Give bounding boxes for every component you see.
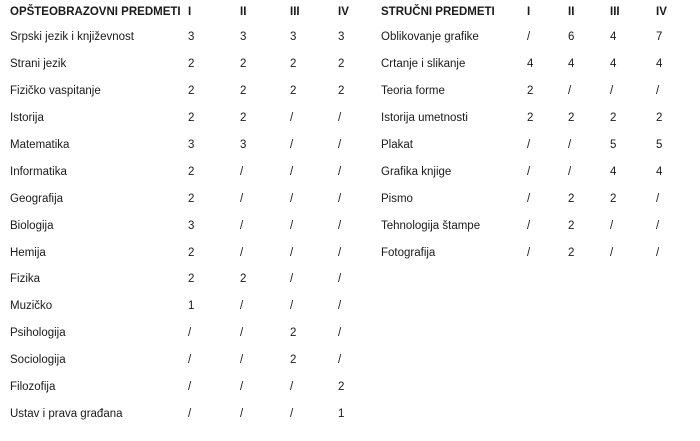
grade-4-hours: / — [656, 192, 660, 205]
grade-1-hours: / — [527, 165, 531, 178]
grade-4-hours: / — [338, 300, 342, 313]
subject-name: Psihologija — [10, 327, 66, 340]
grade-3-hours: 3 — [290, 31, 297, 44]
grade-4-hours: 5 — [656, 139, 663, 151]
grade-4-hours: 4 — [656, 58, 663, 71]
subject-name: Fizičko vaspitanje — [10, 85, 101, 98]
table-row — [10, 239, 378, 266]
grade-4-hours: 1 — [338, 407, 345, 420]
grade-1-hours: / — [188, 354, 192, 367]
grade-header-2: II — [240, 6, 247, 18]
grade-3-hours: 2 — [610, 112, 617, 125]
grade-header-1: I — [527, 6, 531, 18]
grade-2-hours: 2 — [568, 192, 575, 205]
grade-1-hours: 2 — [188, 85, 195, 98]
grade-1-hours: 2 — [188, 192, 195, 205]
grade-2-hours: / — [240, 354, 244, 367]
grade-1-hours: 2 — [188, 273, 195, 286]
table-row — [10, 132, 378, 159]
table-row — [10, 347, 378, 374]
subject-name: Fizika — [10, 273, 41, 286]
table-row — [10, 185, 378, 212]
grade-4-hours: / — [338, 192, 342, 205]
grade-4-hours: 2 — [338, 381, 345, 394]
grade-1-hours: 3 — [188, 31, 195, 44]
subject-name: Istorija — [10, 112, 44, 125]
subject-name: Oblikovanje grafike — [381, 31, 479, 44]
grade-3-hours: 2 — [610, 192, 617, 205]
grade-header-4: IV — [338, 6, 349, 18]
grade-3-hours: / — [290, 273, 294, 286]
grade-4-hours: / — [338, 354, 342, 367]
grade-header-2: II — [568, 6, 575, 18]
grade-4-hours: / — [338, 327, 342, 340]
grade-4-hours: / — [656, 219, 660, 232]
header-row — [381, 0, 696, 24]
subject-name: Filozofija — [10, 381, 56, 394]
grade-3-hours: 2 — [290, 85, 297, 98]
grade-header-4: IV — [656, 6, 667, 18]
grade-1-hours: 2 — [527, 112, 534, 125]
grade-4-hours: / — [338, 246, 342, 259]
table-row — [10, 293, 378, 320]
grade-1-hours: 1 — [188, 300, 195, 313]
grade-2-hours: / — [240, 165, 244, 178]
grade-1-hours: / — [527, 246, 531, 259]
grade-1-hours: / — [527, 31, 531, 44]
grade-3-hours: / — [290, 246, 294, 259]
subject-name: Plakat — [381, 139, 413, 151]
subject-name: Crtanje i slikanje — [381, 58, 466, 71]
table-row — [10, 212, 378, 239]
grade-1-hours: 2 — [188, 165, 195, 178]
table-row — [381, 132, 696, 159]
grade-header-1: I — [188, 6, 192, 18]
table-row — [10, 374, 378, 401]
grade-3-hours: / — [610, 219, 614, 232]
grade-1-hours: / — [188, 381, 192, 394]
subject-name: Geografija — [10, 192, 64, 205]
general-subjects-header — [10, 0, 378, 24]
grade-header-3: III — [610, 6, 620, 18]
grade-2-hours: / — [568, 139, 572, 151]
grade-4-hours: / — [338, 139, 342, 151]
grade-1-hours: / — [527, 219, 531, 232]
table-row — [381, 239, 696, 266]
grade-3-hours: / — [290, 165, 294, 178]
grade-4-hours: / — [656, 246, 660, 259]
subject-name: Srpski jezik i književnost — [10, 31, 134, 44]
grade-1-hours: 3 — [188, 139, 195, 151]
grade-1-hours: / — [188, 407, 192, 420]
grade-2-hours: 6 — [568, 31, 575, 44]
grade-2-hours: / — [240, 407, 244, 420]
grade-1-hours: 3 — [188, 219, 195, 232]
table-row — [381, 51, 696, 78]
grade-4-hours: / — [338, 273, 342, 286]
grade-4-hours: / — [338, 112, 342, 125]
grade-2-hours: / — [240, 381, 244, 394]
grade-1-hours: 2 — [188, 112, 195, 125]
subject-name: Biologija — [10, 219, 54, 232]
grade-header-3: III — [290, 6, 300, 18]
grade-3-hours: / — [290, 407, 294, 420]
grade-4-hours: 7 — [656, 31, 663, 44]
grade-1-hours: 4 — [527, 58, 534, 71]
grade-2-hours: / — [240, 300, 244, 313]
grade-4-hours: / — [338, 219, 342, 232]
vocational-subjects-body — [381, 24, 696, 266]
subject-name: Teoria forme — [381, 85, 445, 98]
table-row — [10, 400, 378, 427]
grade-3-hours: / — [610, 246, 614, 259]
general-subjects-body — [10, 24, 378, 427]
table-row — [381, 105, 696, 132]
subject-name: Ustav i prava građana — [10, 407, 123, 420]
grade-2-hours: 2 — [568, 246, 575, 259]
vocational-subjects-table — [381, 0, 696, 266]
grade-2-hours: 2 — [240, 85, 247, 98]
grade-3-hours: 4 — [610, 58, 617, 71]
vocational-subjects-header — [381, 0, 696, 24]
table-row — [10, 51, 378, 78]
grade-3-hours: 5 — [610, 139, 617, 151]
table-row — [381, 158, 696, 185]
table-row — [10, 158, 378, 185]
grade-1-hours: / — [527, 139, 531, 151]
subject-name: Grafika knjige — [381, 165, 452, 178]
general-subjects-title: OPŠTEOBRAZOVNI PREDMETI — [10, 6, 181, 18]
grade-2-hours: 2 — [568, 112, 575, 125]
subject-name: Informatika — [10, 165, 67, 178]
grade-3-hours: 2 — [290, 354, 297, 367]
grade-3-hours: / — [290, 192, 294, 205]
grade-3-hours: 2 — [290, 327, 297, 340]
grade-2-hours: 2 — [240, 273, 247, 286]
table-row — [10, 266, 378, 293]
grade-4-hours: 2 — [656, 112, 663, 125]
grade-3-hours: / — [290, 219, 294, 232]
general-subjects-table — [10, 0, 378, 427]
grade-3-hours: / — [290, 300, 294, 313]
grade-2-hours: 2 — [568, 219, 575, 232]
grade-1-hours: 2 — [188, 246, 195, 259]
grade-3-hours: / — [610, 85, 614, 98]
grade-2-hours: 3 — [240, 139, 247, 151]
subject-name: Istorija umetnosti — [381, 112, 468, 125]
table-row — [381, 212, 696, 239]
grade-2-hours: 4 — [568, 58, 575, 71]
grade-3-hours: / — [290, 139, 294, 151]
table-row — [10, 105, 378, 132]
grade-2-hours: / — [568, 165, 572, 178]
grade-3-hours: / — [290, 112, 294, 125]
grade-2-hours: / — [240, 327, 244, 340]
table-row — [381, 185, 696, 212]
grade-1-hours: 2 — [527, 85, 534, 98]
grade-2-hours: / — [568, 85, 572, 98]
subject-name: Sociologija — [10, 354, 66, 367]
vocational-subjects-title: STRUČNI PREDMETI — [381, 6, 495, 18]
table-row — [381, 24, 696, 51]
grade-4-hours: 2 — [338, 85, 345, 98]
grade-4-hours: / — [656, 85, 660, 98]
table-row — [381, 78, 696, 105]
header-row — [10, 0, 378, 24]
table-row — [10, 78, 378, 105]
subject-name: Strani jezik — [10, 58, 67, 71]
grade-3-hours: / — [290, 381, 294, 394]
grade-2-hours: 2 — [240, 58, 247, 71]
grade-2-hours: / — [240, 246, 244, 259]
grade-4-hours: 4 — [656, 165, 663, 178]
subject-name: Hemija — [10, 246, 46, 259]
subject-name: Tehnologija štampe — [381, 219, 481, 232]
grade-3-hours: 4 — [610, 165, 617, 178]
grade-1-hours: / — [188, 327, 192, 340]
grade-4-hours: / — [338, 165, 342, 178]
grade-4-hours: 2 — [338, 58, 345, 71]
grade-2-hours: 2 — [240, 112, 247, 125]
table-row — [10, 24, 378, 51]
grade-2-hours: / — [240, 219, 244, 232]
table-row — [10, 320, 378, 347]
grade-1-hours: 2 — [188, 58, 195, 71]
grade-4-hours: 3 — [338, 31, 345, 44]
grade-3-hours: 4 — [610, 31, 617, 44]
grade-2-hours: 3 — [240, 31, 247, 44]
subject-name: Fotografija — [381, 246, 436, 259]
grade-1-hours: / — [527, 192, 531, 205]
subject-name: Pismo — [381, 192, 413, 205]
subject-name: Muzičko — [10, 300, 53, 313]
subject-name: Matematika — [10, 139, 70, 151]
grade-2-hours: / — [240, 192, 244, 205]
grade-3-hours: 2 — [290, 58, 297, 71]
